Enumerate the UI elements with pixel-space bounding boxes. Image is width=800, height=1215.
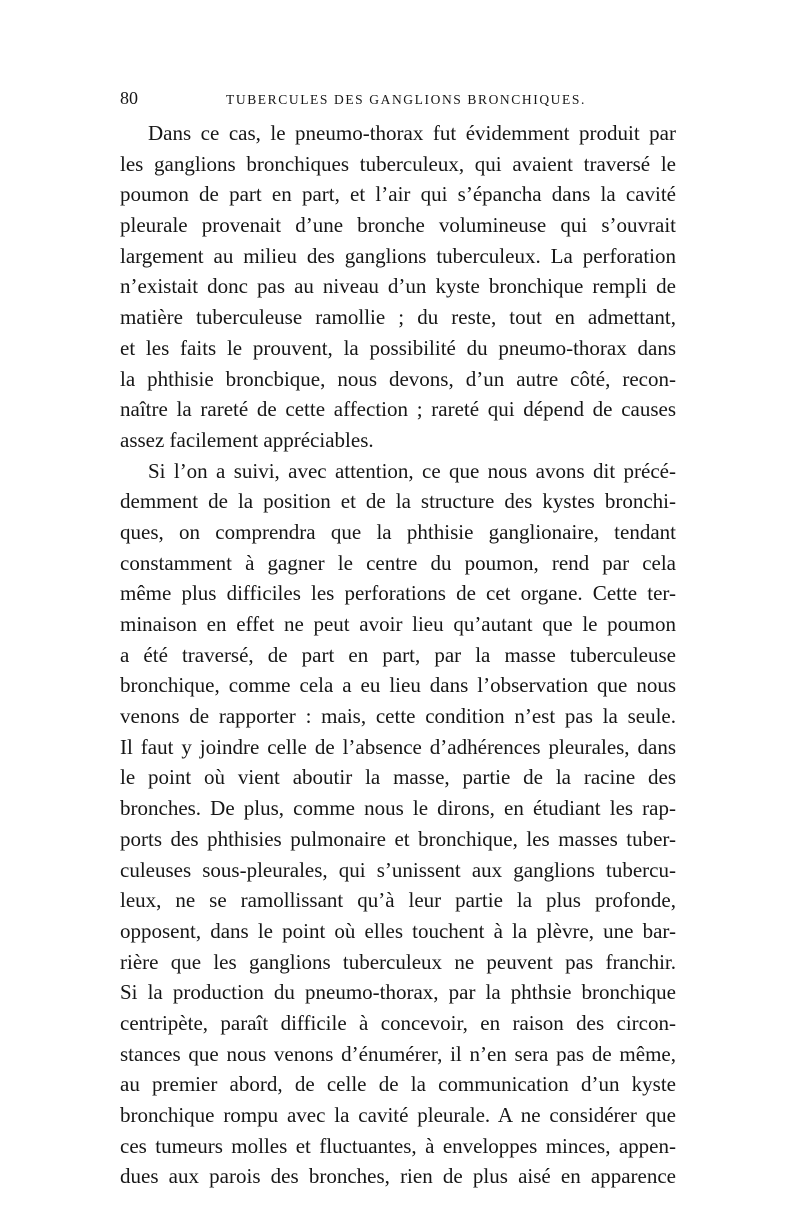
text-line: dues aux parois des bronches, rien de plus aisé en apparence: [120, 1164, 676, 1189]
running-title: TUBERCULES DES GANGLIONS BRONCHIQUES.: [226, 92, 586, 107]
text-line: centripète, paraît difficile à concevoir, en raison des circon-: [120, 1010, 676, 1035]
text-line: culeuses sous-pleurales, qui s’unissent aux ganglions tubercu-: [120, 857, 676, 882]
text-line: les ganglions bronchiques tuberculeux, qui avaient traversé le: [120, 151, 676, 176]
text-line: pleurale provenait d’une bronche volumineuse qui s’ouvrait: [120, 213, 676, 238]
text-line: leux, ne se ramollissant qu’à leur partie la plus profonde,: [120, 888, 676, 913]
text-line: a été traversé, de part en part, par la masse tuberculeuse: [120, 642, 676, 667]
text-line: n’existait donc pas au niveau d’un kyste bronchique rempli de: [120, 274, 676, 299]
text-line: largement au milieu des ganglions tuberculeux. La perforation: [120, 243, 676, 268]
text-line: bronches. De plus, comme nous le dirons, en étudiant les rap-: [120, 796, 676, 821]
text-line: Dans ce cas, le pneumo-thorax fut évidemment produit par: [148, 121, 676, 145]
text-line: et les faits le prouvent, la possibilité du pneumo-thorax dans: [120, 335, 676, 360]
text-line: au premier abord, de celle de la communication d’un kyste: [120, 1072, 676, 1097]
text-line: Si l’on a suivi, avec attention, ce que nous avons dit précé-: [148, 458, 676, 483]
text-line: ports des phthisies pulmonaire et bronchique, les masses tuber-: [120, 826, 676, 851]
text-line: demment de la position et de la structure des kystes bronchi-: [120, 489, 676, 514]
text-line: stances que nous venons d’énumérer, il n’en sera pas de même,: [120, 1041, 676, 1066]
text-line: la phthisie broncbique, nous devons, d’un autre côté, recon-: [120, 366, 676, 391]
text-line: bronchique rompu avec la cavité pleurale. A ne considérer que: [120, 1103, 676, 1127]
text-line: ces tumeurs molles et fluctuantes, à enveloppes minces, appen-: [120, 1133, 676, 1158]
text-line: même plus difficiles les perforations de cet organe. Cette ter-: [120, 581, 676, 606]
text-line: assez facilement appréciables.: [120, 427, 374, 452]
text-line: opposent, dans le point où elles touchent à la plèvre, une bar-: [120, 918, 676, 943]
text-line: venons de rapporter : mais, cette condition n’est pas la seule.: [120, 704, 676, 729]
text-line: matière tuberculeuse ramollie ; du reste, tout en admettant,: [120, 305, 676, 330]
text-line: rière que les ganglions tuberculeux ne peuvent pas franchir.: [120, 949, 676, 974]
body-text: [120, 118, 676, 1192]
text-line: Il faut y joindre celle de l’absence d’adhérences pleurales, dans: [120, 734, 676, 759]
text-line: constamment à gagner le centre du poumon, rend par cela: [120, 550, 676, 575]
text-line: le point où vient aboutir la masse, partie de la racine des: [120, 765, 676, 790]
text-line: minaison en effet ne peut avoir lieu qu’autant que le poumon: [120, 612, 676, 636]
text-line: ques, on comprendra que la phthisie ganglionaire, tendant: [120, 519, 676, 544]
text-line: Si la production du pneumo-thorax, par la phthsie bronchique: [120, 980, 676, 1005]
text-line: poumon de part en part, et l’air qui s’épancha dans la cavité: [120, 182, 676, 207]
text-line: naître la rareté de cette affection ; rareté qui dépend de causes: [120, 397, 676, 422]
page-number: 80: [120, 88, 138, 108]
text-line: bronchique, comme cela a eu lieu dans l’observation que nous: [120, 673, 676, 698]
